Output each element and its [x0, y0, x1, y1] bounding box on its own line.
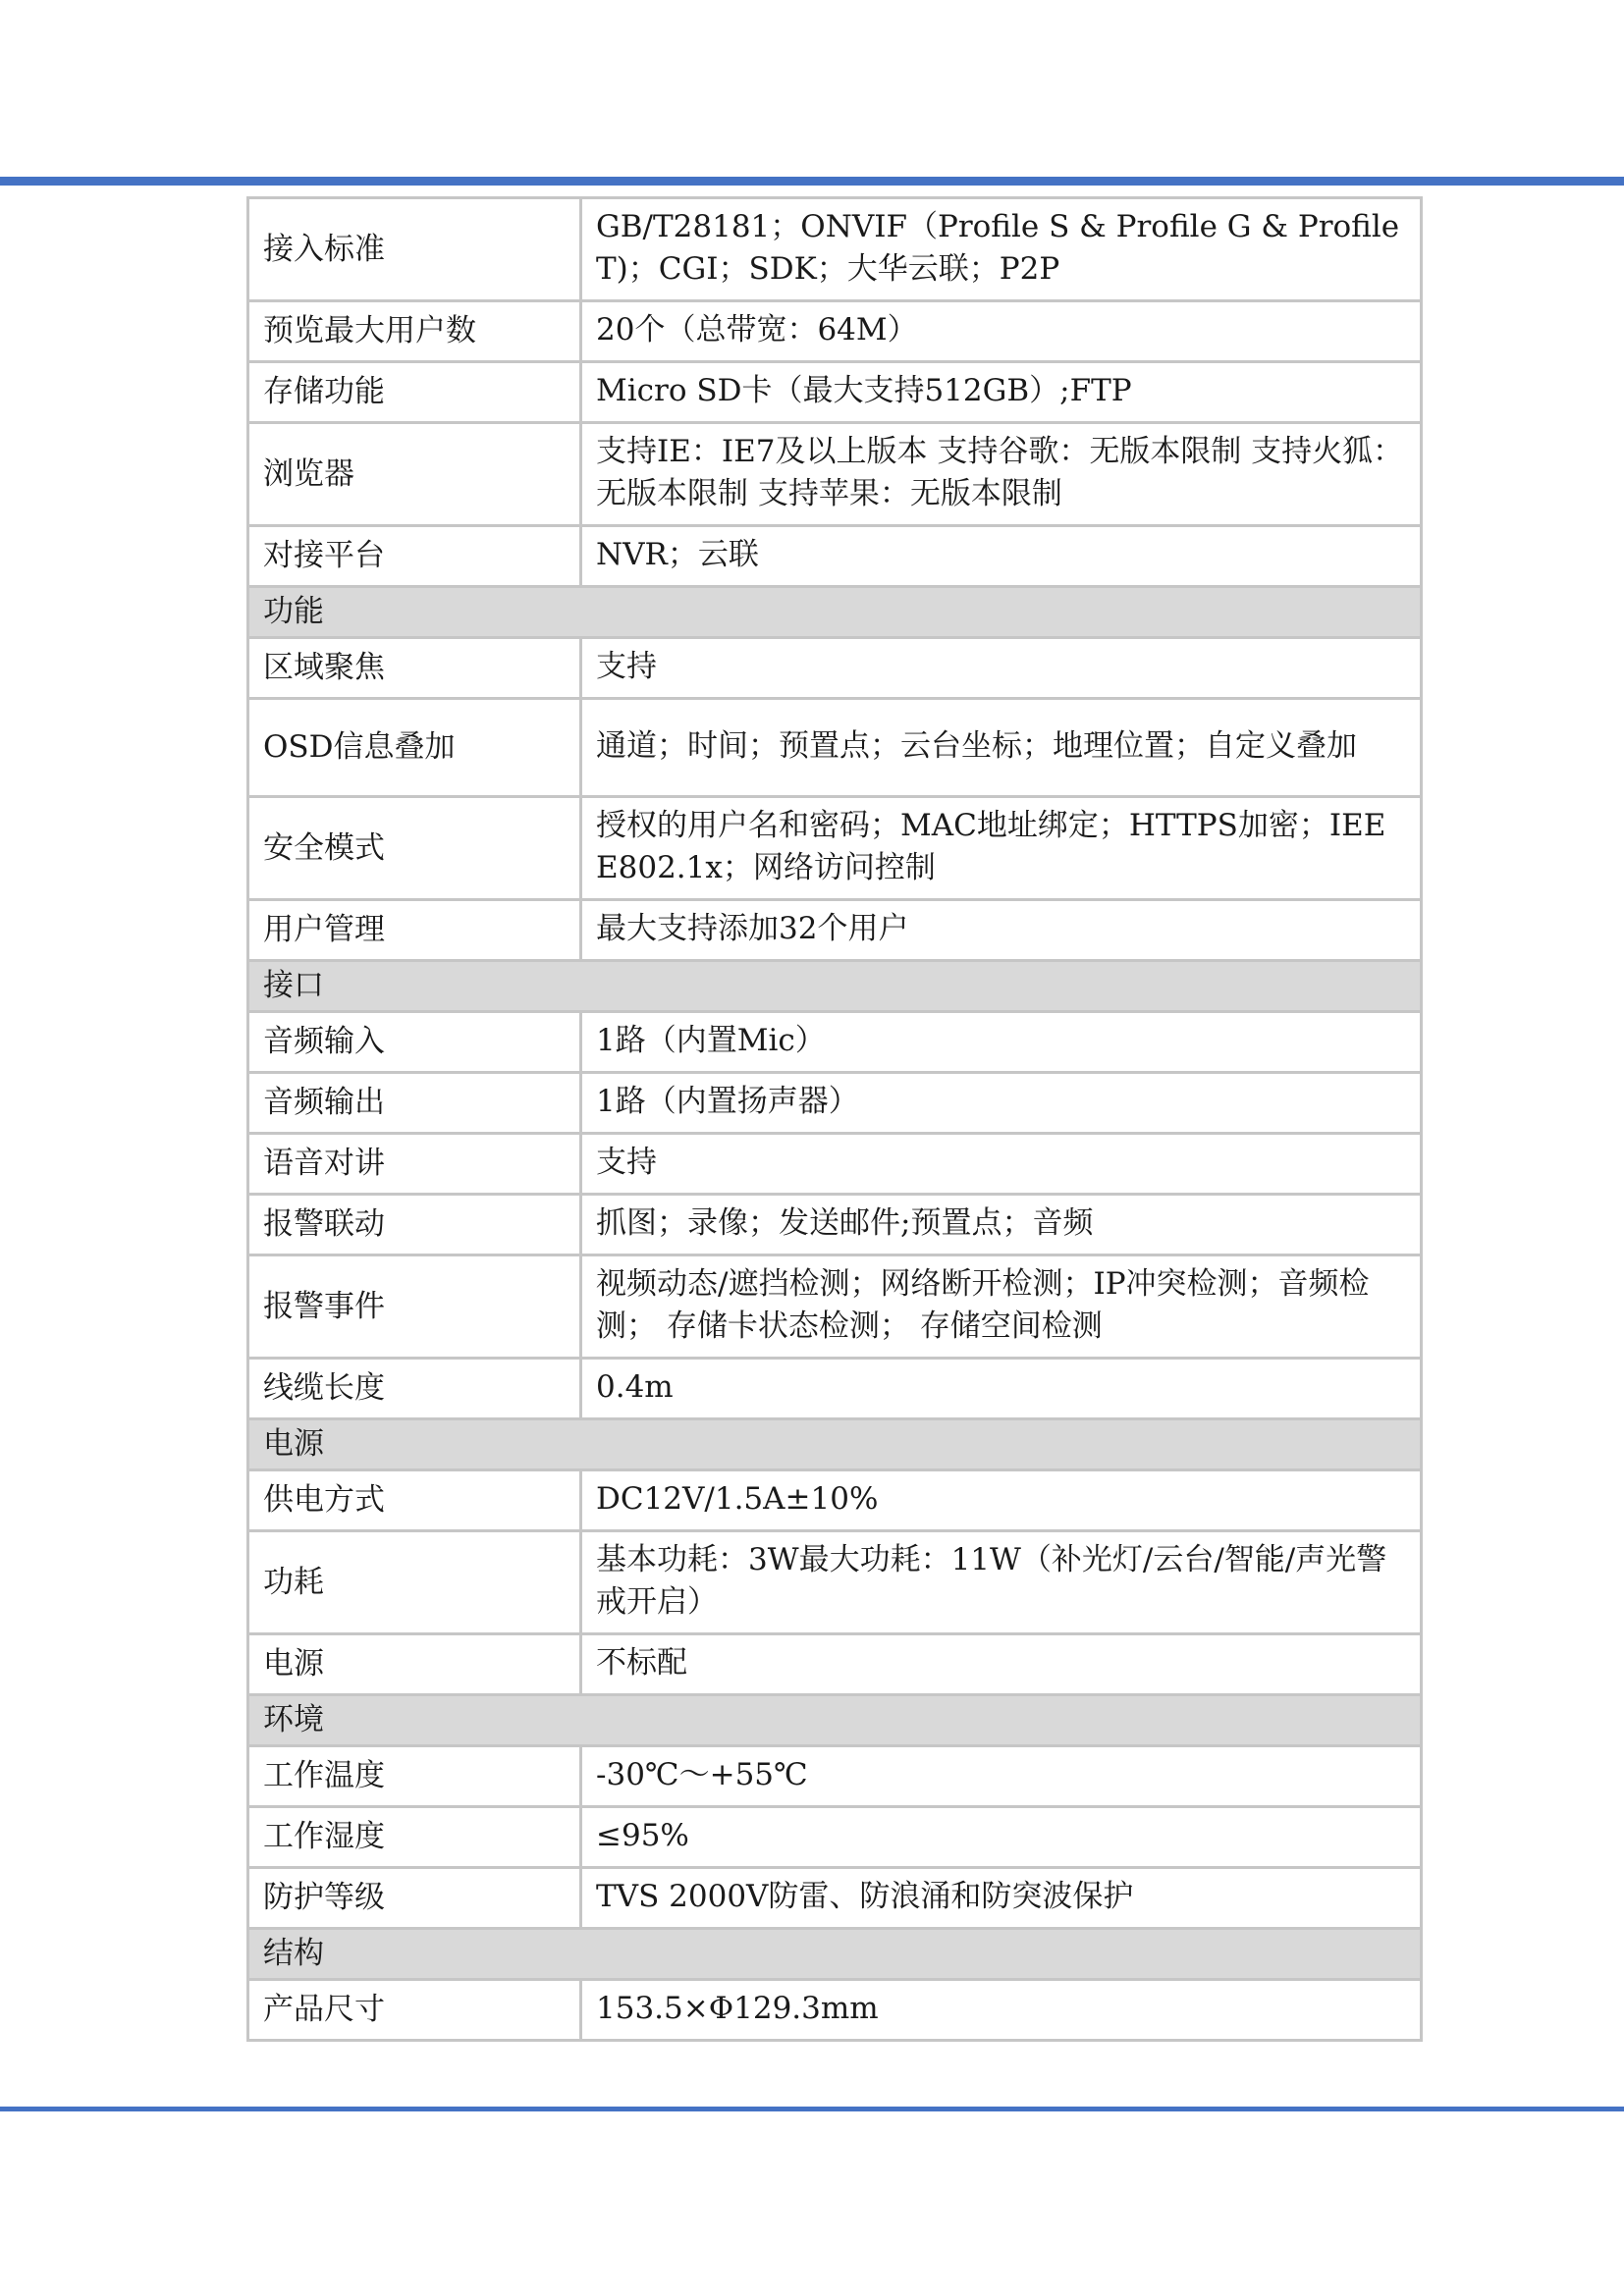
row-value: 20个（总带宽：64M）	[581, 301, 1422, 362]
row-label: 防护等级	[248, 1868, 581, 1929]
row-value: 支持	[581, 1134, 1422, 1195]
table-row	[248, 699, 1422, 797]
section-title: 结构	[248, 1929, 1422, 1980]
row-label: 用户管理	[248, 900, 581, 961]
table-row	[248, 1980, 1422, 2041]
table-row	[248, 1255, 1422, 1359]
row-value: 不标配	[581, 1634, 1422, 1695]
row-value: 支持	[581, 638, 1422, 699]
table-row	[248, 423, 1422, 526]
table-row	[248, 1195, 1422, 1255]
row-label: 报警事件	[248, 1255, 581, 1359]
row-value: 授权的用户名和密码；MAC地址绑定；HTTPS加密；IEEE802.1x；网络访问控制	[581, 797, 1422, 900]
row-value: GB/T28181；ONVIF（Profile S & Profile G & Profile T)；CGI；SDK；大华云联；P2P	[581, 198, 1422, 301]
section-title: 环境	[248, 1695, 1422, 1746]
row-value: 最大支持添加32个用户	[581, 900, 1422, 961]
section-row	[248, 1695, 1422, 1746]
row-label: 预览最大用户数	[248, 301, 581, 362]
row-label: 报警联动	[248, 1195, 581, 1255]
table-row	[248, 1073, 1422, 1134]
row-label: 浏览器	[248, 423, 581, 526]
section-row	[248, 961, 1422, 1012]
row-label: 线缆长度	[248, 1359, 581, 1419]
row-label: 对接平台	[248, 526, 581, 587]
header-rule	[0, 177, 1624, 186]
table-row	[248, 1634, 1422, 1695]
table-row	[248, 1807, 1422, 1868]
section-title: 功能	[248, 587, 1422, 638]
row-value: NVR；云联	[581, 526, 1422, 587]
table-row	[248, 198, 1422, 301]
row-value: ≤95%	[581, 1807, 1422, 1868]
row-value: 支持IE：IE7及以上版本 支持谷歌：无版本限制 支持火狐：无版本限制 支持苹果：无版本限制	[581, 423, 1422, 526]
row-label: 产品尺寸	[248, 1980, 581, 2041]
row-label: OSD信息叠加	[248, 699, 581, 797]
table-row	[248, 362, 1422, 423]
footer-rule	[0, 2107, 1624, 2111]
row-label: 安全模式	[248, 797, 581, 900]
table-row	[248, 797, 1422, 900]
section-row	[248, 1419, 1422, 1470]
row-value: 基本功耗：3W最大功耗：11W（补光灯/云台/智能/声光警戒开启）	[581, 1531, 1422, 1634]
section-title: 电源	[248, 1419, 1422, 1470]
row-label: 接入标准	[248, 198, 581, 301]
row-label: 电源	[248, 1634, 581, 1695]
table-row	[248, 526, 1422, 587]
row-label: 功耗	[248, 1531, 581, 1634]
table-row	[248, 1868, 1422, 1929]
row-label: 工作湿度	[248, 1807, 581, 1868]
row-value: TVS 2000V防雷、防浪涌和防突波保护	[581, 1868, 1422, 1929]
row-value: 1路（内置扬声器）	[581, 1073, 1422, 1134]
table-row	[248, 638, 1422, 699]
table-row	[248, 1746, 1422, 1807]
row-value: Micro SD卡（最大支持512GB）;FTP	[581, 362, 1422, 423]
table-row	[248, 1531, 1422, 1634]
row-value: DC12V/1.5A±10%	[581, 1470, 1422, 1531]
table-row	[248, 1012, 1422, 1073]
section-row	[248, 587, 1422, 638]
row-label: 音频输出	[248, 1073, 581, 1134]
row-value: 153.5×Φ129.3mm	[581, 1980, 1422, 2041]
table-row	[248, 900, 1422, 961]
row-label: 存储功能	[248, 362, 581, 423]
section-row	[248, 1929, 1422, 1980]
row-label: 供电方式	[248, 1470, 581, 1531]
row-label: 工作温度	[248, 1746, 581, 1807]
table-row	[248, 1359, 1422, 1419]
row-label: 音频输入	[248, 1012, 581, 1073]
table-row	[248, 1134, 1422, 1195]
spec-table	[246, 196, 1423, 2042]
table-row	[248, 1470, 1422, 1531]
row-label: 语音对讲	[248, 1134, 581, 1195]
row-value: 通道；时间；预置点；云台坐标；地理位置；自定义叠加	[581, 699, 1422, 797]
row-value: -30℃～+55℃	[581, 1746, 1422, 1807]
section-title: 接口	[248, 961, 1422, 1012]
table-row	[248, 301, 1422, 362]
row-value: 1路（内置Mic）	[581, 1012, 1422, 1073]
row-value: 0.4m	[581, 1359, 1422, 1419]
row-value: 视频动态/遮挡检测；网络断开检测；IP冲突检测；音频检测； 存储卡状态检测； 存储空间检测	[581, 1255, 1422, 1359]
row-value: 抓图；录像；发送邮件;预置点；音频	[581, 1195, 1422, 1255]
row-label: 区域聚焦	[248, 638, 581, 699]
